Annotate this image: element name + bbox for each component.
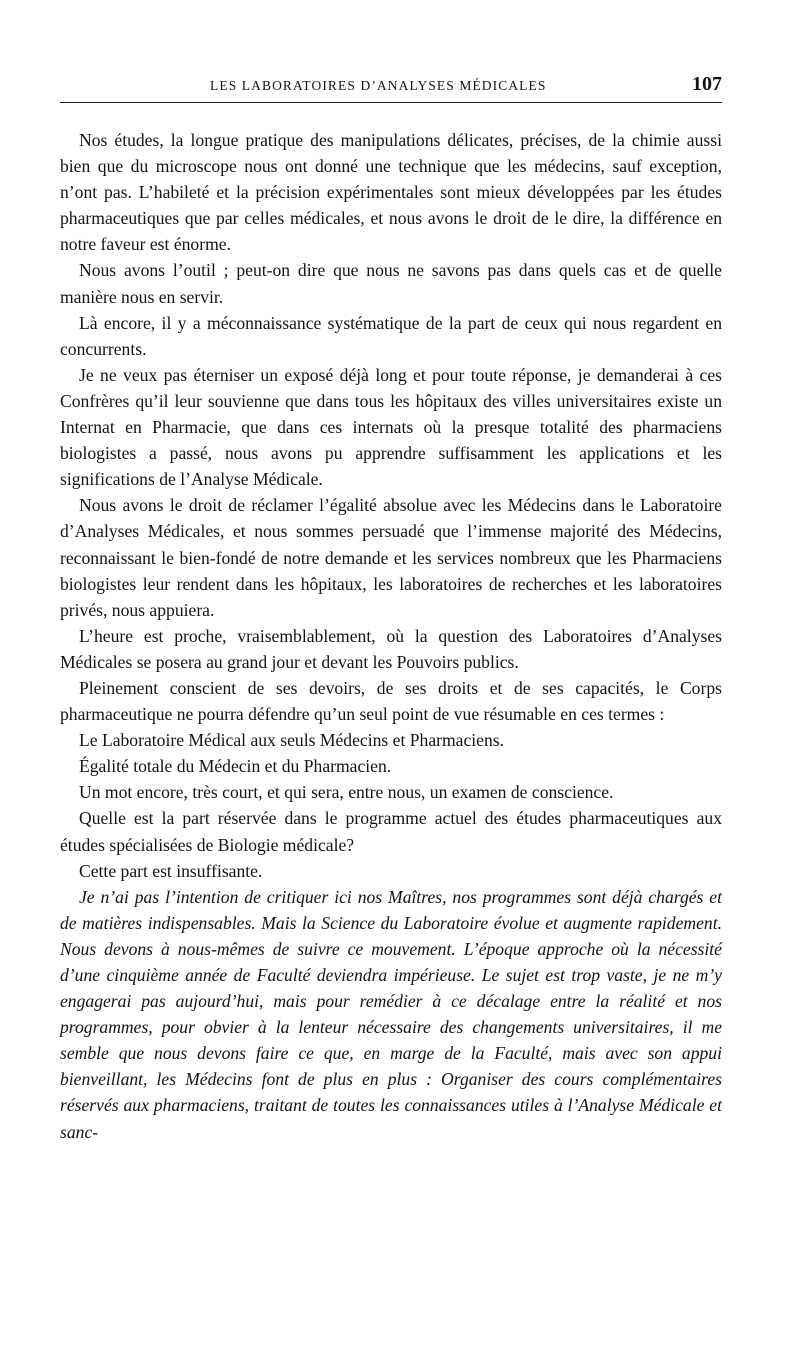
page-header bbox=[60, 72, 722, 103]
running-title: LES LABORATOIRES D’ANALYSES MÉDICALES bbox=[210, 78, 547, 93]
paragraph: Le Laboratoire Médical aux seuls Médecins et Pharmaciens. bbox=[79, 730, 505, 751]
body-text bbox=[60, 127, 722, 1145]
page-number: 107 bbox=[692, 73, 722, 95]
paragraph: L’heure est proche, vraisemblablement, où la question des Laboratoires d’Analyses Médicales se posera au grand jour et devant les Pouvoirs publics. bbox=[60, 625, 722, 672]
italic-paragraph: Je n’ai pas l’intention de critiquer ici nos Maîtres, nos programmes sont déjà chargés et de matières indispensables. Mais la Science du Laboratoire évolue et augmente rapidement. Nous devons à nous-mêmes de suivre ce mouvement. L’époque approche où la nécessité d’une cinquième année de Faculté deviendra impérieuse. Le sujet est trop vaste, je ne m’y engagerai pas aujourd’hui, mais pour remédier à ce décalage entre la réalité et nos programmes, pour obvier à la lenteur nécessaire des changements universitaires, il me semble que nous devons faire ce que, en marge de la Faculté, mais avec son appui bienveillant, les Médecins font de plus en plus : Organiser des cours complémentaires réservés aux pharmaciens, traitant de toutes les connaissances utiles à l’Analyse Médicale et sanc- bbox=[60, 886, 722, 1142]
paragraph: Quelle est la part réservée dans le programme actuel des études pharmaceutiques aux études spécialisées de Biologie médicale? bbox=[60, 808, 722, 855]
paragraph: Nous avons le droit de réclamer l’égalité absolue avec les Médecins dans le Laboratoire d’Analyses Médicales, et nous sommes persuadé que l’immense majorité des Médecins, reconnaissant le bien-fondé de notre demande et les services nombreux que les Pharmaciens biologistes leur rendent dans les hôpitaux, les laboratoires de recherches et les laboratoires privés, nous appuiera. bbox=[60, 495, 722, 620]
paragraph: Je ne veux pas éterniser un exposé déjà long et pour toute réponse, je demanderai à ces Confrères qu’il leur souvienne que dans tous les hôpitaux des villes universitaires existe un Internat en Pharmacie, que dans ces internats où la presque totalité des pharmaciens biologistes a passé, nous avons pu apprendre suffisamment les applications et les significations de l’Analyse Médicale. bbox=[60, 364, 722, 490]
paragraph: Là encore, il y a méconnaissance systématique de la part de ceux qui nous regardent en concurrents. bbox=[60, 312, 722, 359]
paragraph: Cette part est insuffisante. bbox=[79, 860, 263, 881]
paragraph: Un mot encore, très court, et qui sera, entre nous, un examen de conscience. bbox=[79, 782, 614, 803]
paragraph: Nos études, la longue pratique des manipulations délicates, précises, de la chimie aussi bien que du microscope nous ont donné une technique que les médecins, sauf exception, n’ont pas. L’habileté et la précision expérimentales sont mieux développées par les études pharmaceutiques que par celles médicales, et nous avons le droit de le dire, la différence en notre faveur est énorme. bbox=[60, 130, 722, 255]
paragraph: Nous avons l’outil ; peut-on dire que nous ne savons pas dans quels cas et de quelle manière nous en servir. bbox=[60, 260, 722, 307]
paragraph: Égalité totale du Médecin et du Pharmacien. bbox=[79, 756, 392, 777]
book-page bbox=[60, 72, 722, 1145]
paragraph: Pleinement conscient de ses devoirs, de ses droits et de ses capacités, le Corps pharmaceutique ne pourra défendre qu’un seul point de vue résumable en ces termes : bbox=[60, 677, 722, 725]
